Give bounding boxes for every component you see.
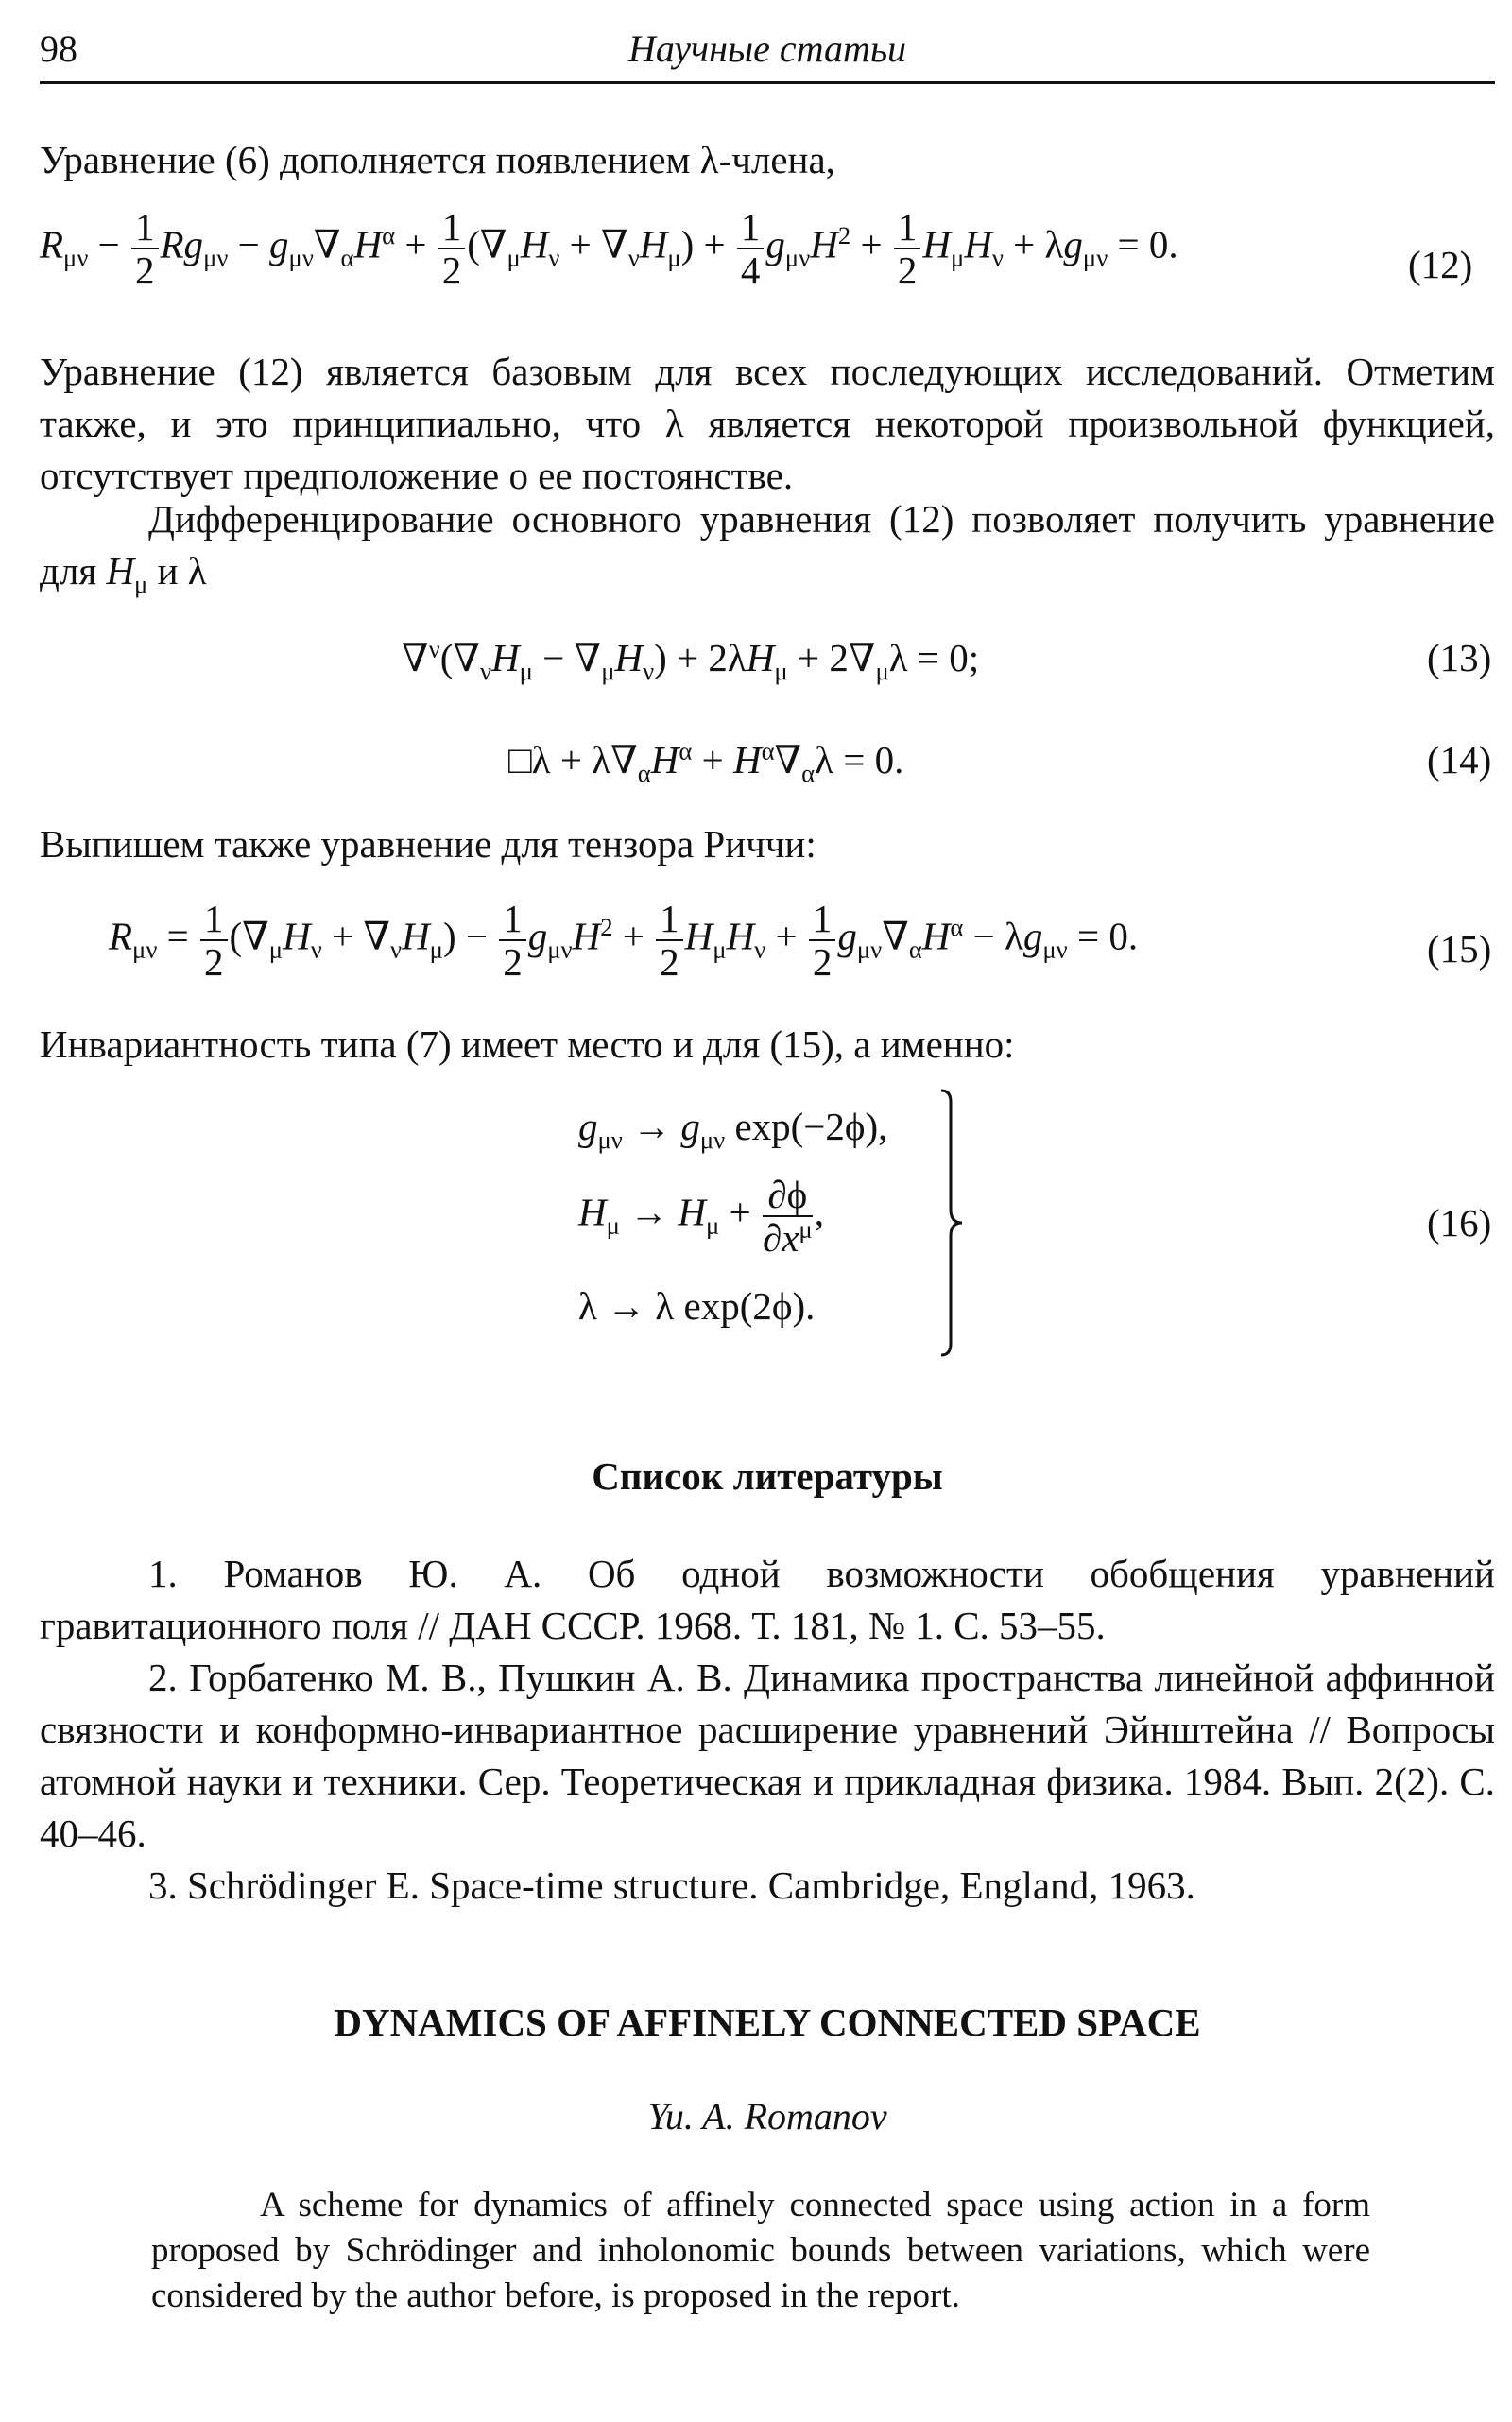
right-brace-icon bbox=[937, 1089, 966, 1357]
reference-item: 3. Schrödinger E. Space-time structure. Cambridge, England, 1963. bbox=[148, 1864, 1195, 1907]
paragraph-after-eq12: Уравнение (12) является базовым для всех последующих исследований. Отметим также, и это принципиально, что λ является некоторой произвольной функцией, отсутствует предположение о ее постоянстве. bbox=[40, 350, 1495, 497]
header-rule bbox=[40, 81, 1495, 84]
equation-16-line-3: λ → λ exp(2ϕ). bbox=[578, 1284, 816, 1328]
references-heading: Список литературы bbox=[592, 1454, 943, 1498]
equation-15-label: (15) bbox=[1427, 927, 1492, 971]
paragraph-differentiation: Дифференцирование основного уравнения (12) позволяет получить уравнение для $H_\mu$ и λ bbox=[40, 497, 1495, 599]
english-abstract: A scheme for dynamics of affinely connected space using action in a form proposed by Schrödinger and inholonomic bounds between variations, which were considered by the author before, is proposed in the report. bbox=[151, 2186, 1370, 2315]
equation-16-line-2: $H_\mu \to H_\mu$ + $\frac{\partial\phi}{\partial x^\mu}$ , bbox=[578, 1173, 824, 1260]
invariance-intro: Инвариантность типа (7) имеет место и для (15), а именно: bbox=[40, 1022, 1015, 1066]
equation-12: $R_{\mu\nu}$ − $\frac{1}{2}$ $Rg_{\mu\nu} - g_{\mu\nu}\nabla_\alpha H^\alpha$ + $\frac{1}{2}$ $(\nabla_\mu H_\nu + \nabla_\nu H_\mu)$ + $\frac{1}{4}$ $g_{\mu\nu}H^2$ + $\frac{1}{2}$ $H_\mu H_\nu + \lambda g_{\mu\nu} = 0$. bbox=[40, 205, 1178, 292]
english-title: DYNAMICS OF AFFINELY CONNECTED SPACE bbox=[334, 2001, 1201, 2044]
intro-line: Уравнение (6) дополняется появлением λ-члена, bbox=[40, 138, 835, 181]
equation-15: $R_{\mu\nu}$ = $\frac{1}{2}$ $(\nabla_\mu H_\nu + \nabla_\nu H_\mu)$ − $\frac{1}{2}$ $g_{\mu\nu}H^2$ + $\frac{1}{2}$ $H_\mu H_\nu$ + $\frac{1}{2}$ $g_{\mu\nu}\nabla_\alpha H^\alpha - \lambda g_{\mu\nu} = 0$. bbox=[109, 897, 1139, 984]
page-number: 98 bbox=[40, 27, 77, 70]
equation-16-label: (16) bbox=[1427, 1201, 1492, 1245]
page-header bbox=[40, 26, 1495, 77]
equation-13: $\nabla^\nu(\nabla_\nu H_\mu - \nabla_\mu H_\nu) + 2\lambda H_\mu + 2\nabla_\mu\lambda = 0$; bbox=[402, 634, 980, 686]
equation-12-label: (12) bbox=[1408, 243, 1473, 286]
paragraph-differentiation-text: Дифференцирование основного уравнения (12) позволяет получить уравнение для bbox=[40, 497, 1495, 593]
equation-13-label: (13) bbox=[1427, 636, 1492, 679]
ricci-intro: Выпишем также уравнение для тензора Риччи: bbox=[40, 822, 816, 866]
reference-item: 2. Горбатенко М. В., Пушкин А. В. Динамика пространства линейной аффинной связности и конформно-инвариантное расширение уравнений Эйнштейна // Вопросы атомной науки и техники. Сер. Теоретическая и прикладная физика. 1984. Вып. 2(2). С. 40–46. bbox=[40, 1656, 1495, 1855]
equation-16-line-1: $g_{\mu\nu} \to g_{\mu\nu}$ exp(−2ϕ), bbox=[578, 1105, 888, 1155]
reference-item: 1. Романов Ю. А. Об одной возможности обобщения уравнений гравитационного поля // ДАН СССР. 1968. Т. 181, № 1. С. 53–55. bbox=[40, 1552, 1495, 1647]
running-title: Научные статьи bbox=[627, 27, 907, 70]
equation-14: □λ + $\lambda\nabla_\alpha H^\alpha + H^\alpha\nabla_\alpha\lambda = 0$. bbox=[508, 736, 904, 788]
paragraph-differentiation-end: и λ bbox=[157, 549, 207, 593]
english-author: Yu. A. Romanov bbox=[647, 2095, 887, 2138]
equation-14-label: (14) bbox=[1427, 738, 1492, 782]
